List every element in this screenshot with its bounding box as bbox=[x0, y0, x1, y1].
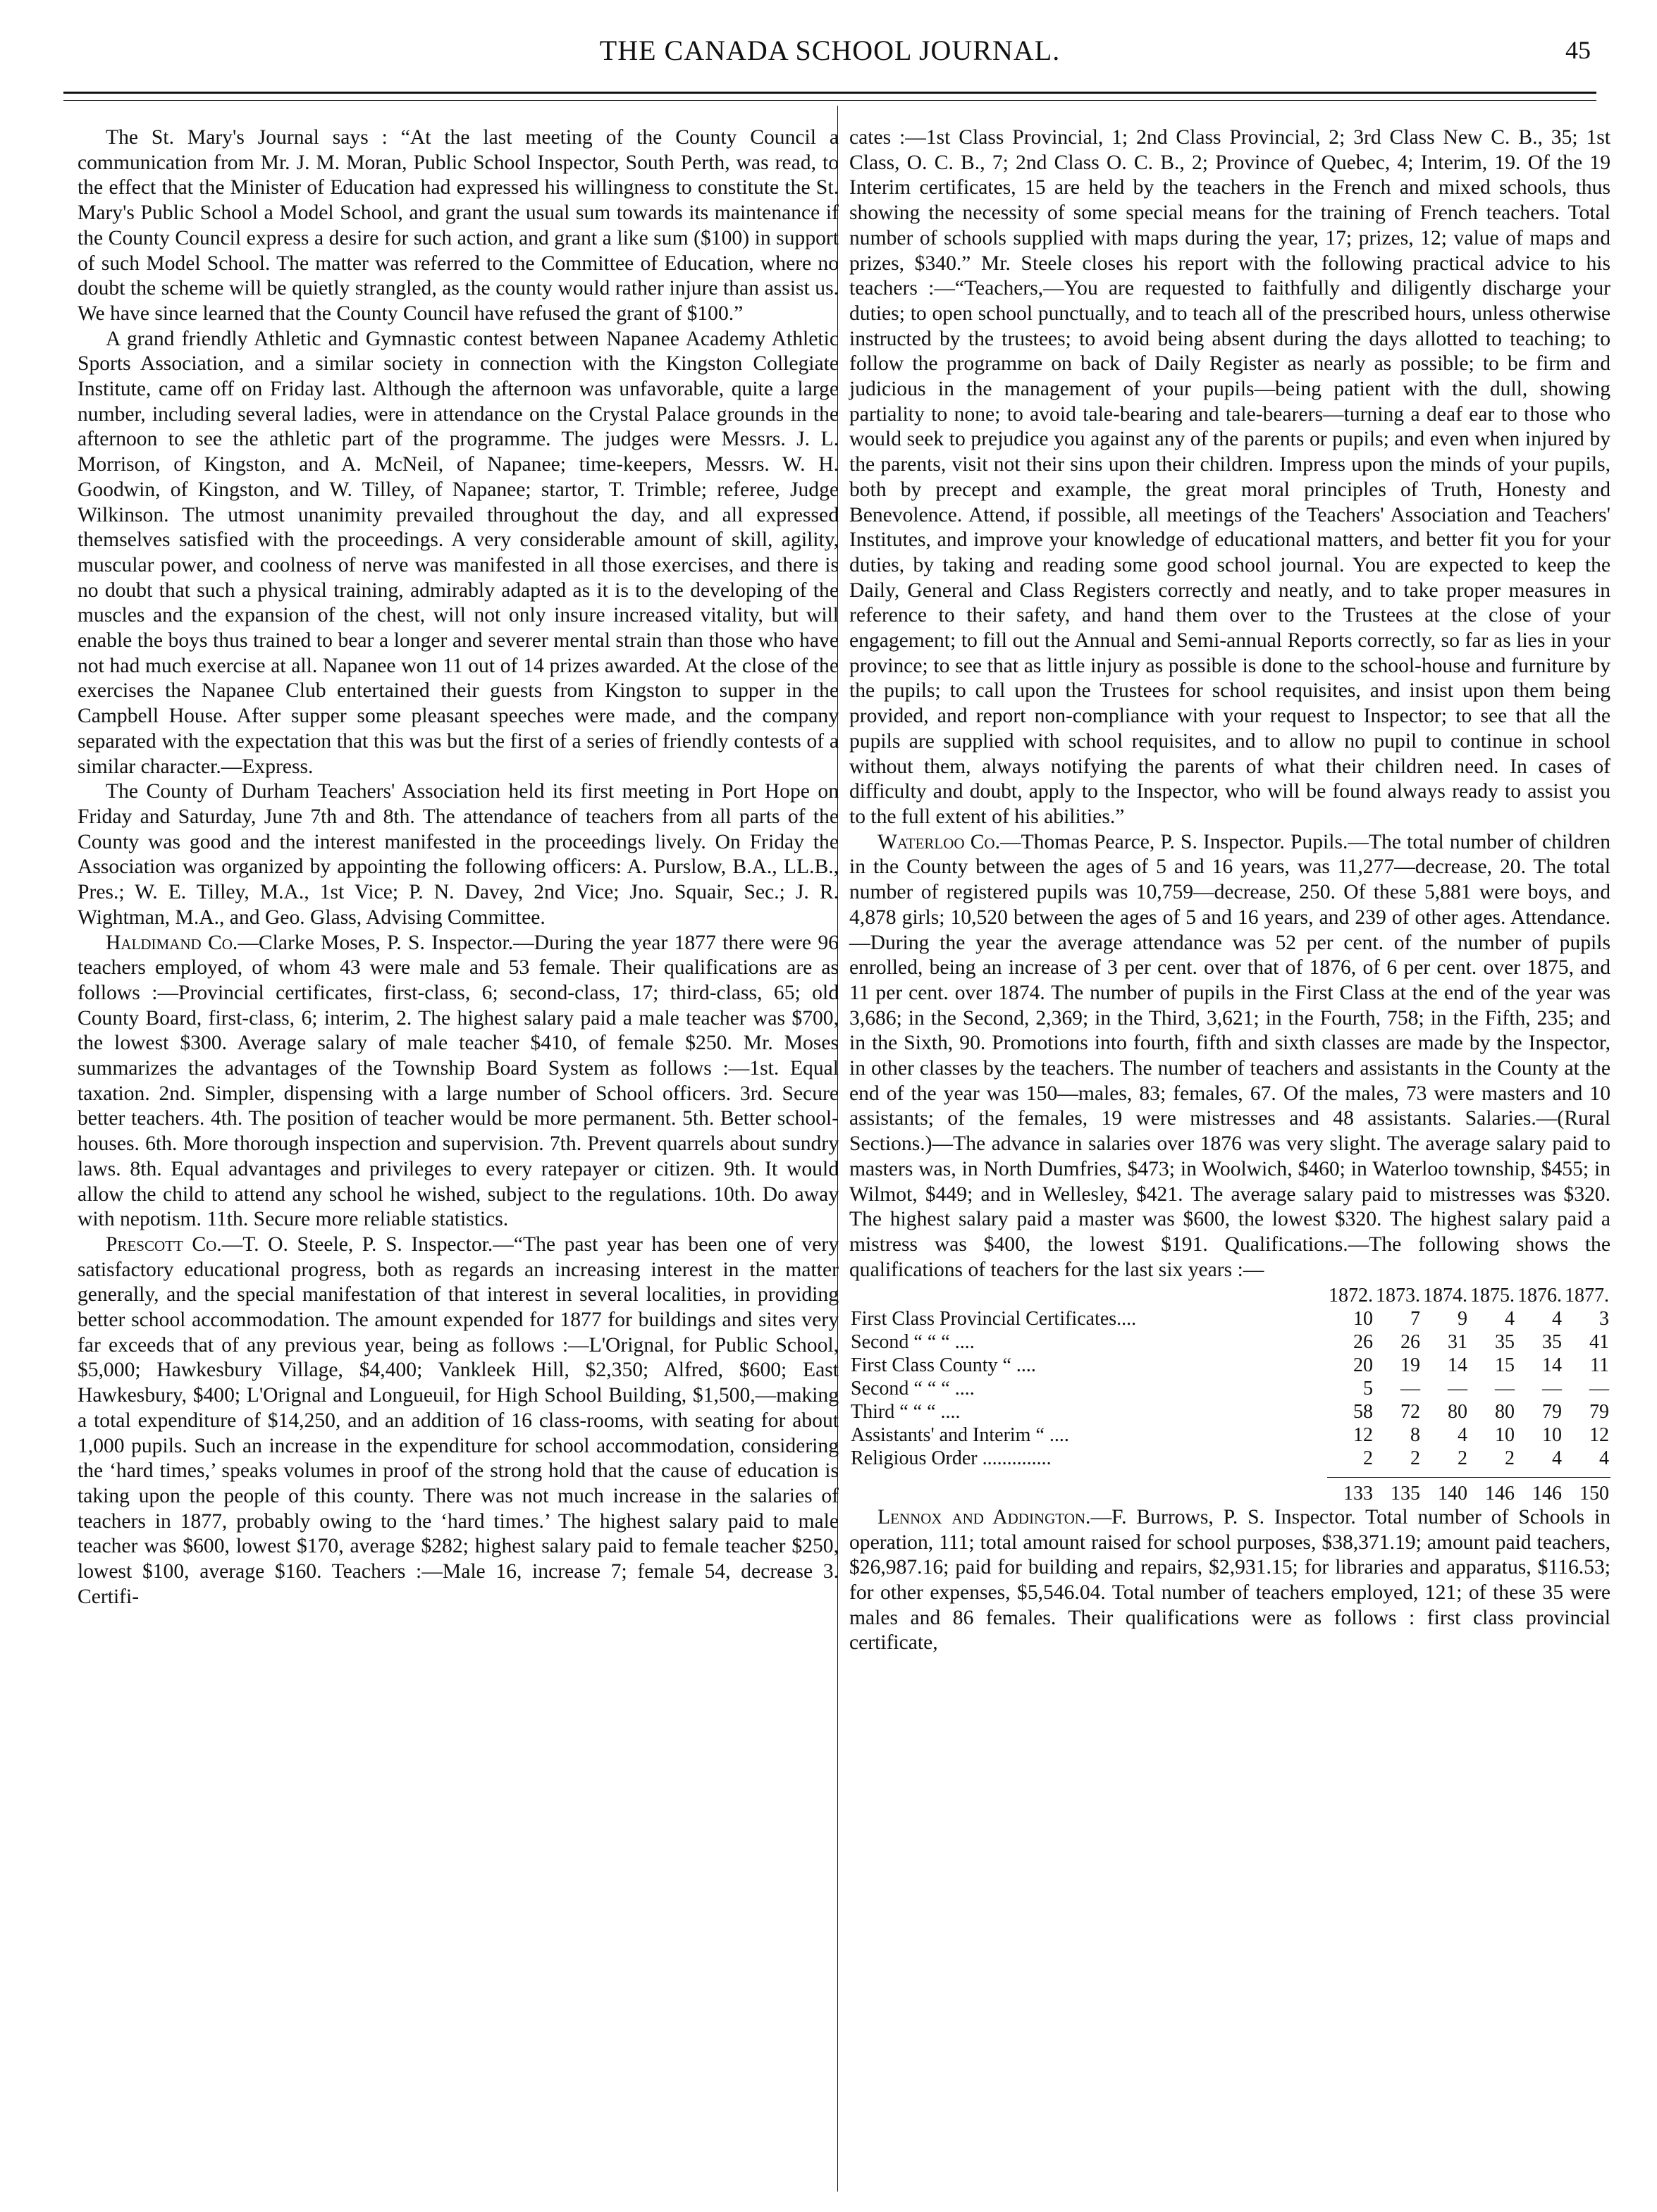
table-cell: 2 bbox=[1505, 1447, 1515, 1470]
table-total-cell: 133 bbox=[1327, 1477, 1374, 1505]
table-cell: 7 bbox=[1410, 1308, 1420, 1330]
table-row-label: Third “ “ “ .... bbox=[851, 1401, 961, 1423]
left-column bbox=[78, 125, 839, 1609]
table-cell: 5 bbox=[1363, 1378, 1373, 1400]
table-total-cell: 146 bbox=[1469, 1477, 1516, 1505]
table-year-header: 1876. bbox=[1517, 1285, 1562, 1307]
table-cell: — bbox=[1495, 1378, 1515, 1400]
table-cell: — bbox=[1448, 1378, 1467, 1400]
table-cell: 2 bbox=[1410, 1447, 1420, 1470]
table-cell: 2 bbox=[1458, 1447, 1467, 1470]
table-cell: 14 bbox=[1542, 1354, 1562, 1377]
article-paragraph bbox=[78, 931, 839, 1232]
qualifications-table bbox=[849, 1284, 1610, 1505]
table-cell: 12 bbox=[1589, 1424, 1609, 1447]
table-cell: 9 bbox=[1458, 1308, 1467, 1330]
table-cell: 26 bbox=[1353, 1331, 1373, 1354]
paragraph-text: —Thomas Pearce, P. S. Inspector. Pupils.—The total number of children in the County between the ages of 5 and 16 years, was 11,277—decrease, 20. The total number of registered pupils was 10,759—decrease, 250. Of these 5,881 were boys, and 4,878 girls; 10,520 between the ages of 5 and 16 years, and 239 of other ages. Attendance.—During the year the average attendance was 52 per cent. of the number of pupils enrolled, being an increase of 3 per cent. over that of 1876, of 6 per cent. over 1875, and 11 per cent. over 1874. The number of pupils in the First Class at the end of the year was 3,686; in the Second, 2,369; in the Third, 3,621; in the Fourth, 758; in the Fifth, 235; and in the Sixth, 90. Promotions into fourth, fifth and sixth classes are made by the Inspector, in other classes by the teachers. The number of teachers and assistants in the County at the end of the year was 150—males, 83; females, 67. Of the males, 73 were masters and 10 assistants; of the females, 19 were mistresses and 48 assistants. Salaries.—(Rural Sections.)—The advance in salaries over 1876 was very slight. The average salary paid to masters was, in North Dumfries, $473; in Woolwich, $460; in Waterloo township, $455; in Wilmot, $449; and in Wellesley, $421. The average salary paid to mistresses was $320. The highest salary paid a master was $600, the lowest $320. The highest salary paid a mistress was $400, the lowest $191. Qualifications.—The following shows the qualifications of teachers for the last six years :— bbox=[849, 830, 1610, 1281]
page-header bbox=[63, 34, 1596, 76]
table-total-label bbox=[849, 1477, 1327, 1505]
table-header-row bbox=[849, 1284, 1610, 1307]
table-total-cell: 135 bbox=[1374, 1477, 1422, 1505]
table-cell: 2 bbox=[1363, 1447, 1373, 1470]
table-cell: 19 bbox=[1400, 1354, 1420, 1377]
table-cell: 3 bbox=[1599, 1308, 1609, 1330]
table-total-cell: 150 bbox=[1563, 1477, 1610, 1505]
table-cell: — bbox=[1589, 1378, 1609, 1400]
paragraph-text: The St. Mary's Journal says : “At the last meeting of the County Council a communication from Mr. J. M. Moran, Public School Inspector, South Perth, was read, to the effect that the Minister of Education had expressed his willingness to constitute the St. Mary's Public School a Model School, and grant the usual sum towards its maintenance if the County Council express a desire for such action, and grant a like sum ($100) in support of such Model School. The matter was referred to the Committee of Education, where no doubt the scheme will be quietly strangled, as the county would rather injure than assist us. We have since learned that the County Council have refused the grant of $100.” bbox=[78, 126, 839, 325]
table-cell: 12 bbox=[1353, 1424, 1373, 1447]
header-rule bbox=[63, 92, 1596, 94]
section-lead: Prescott Co. bbox=[106, 1232, 222, 1256]
paragraph-text: The County of Durham Teachers' Association held its first meeting in Port Hope on Friday and Saturday, June 7th and 8th. The attendance of teachers from all parts of the County was good and the interest manifested in the proceedings lively. On Friday the Association was organized by appointing the following officers: A. Purslow, B.A., LL.B., Pres.; W. E. Tilley, M.A., 1st Vice; P. N. Davey, 2nd Vice; Jno. Squair, Sec.; J. R. Wightman, M.A., and Geo. Glass, Advising Committee. bbox=[78, 780, 839, 929]
table-cell: 4 bbox=[1552, 1447, 1562, 1470]
table-cell: 35 bbox=[1542, 1331, 1562, 1354]
paragraph-text: —F. Burrows, P. S. Inspector. Total number of Schools in operation, 111; total amount raised for school purposes, $38,371.19; amount paid teachers, $26,987.16; paid for building and repairs, $2,931.15; for libraries and apparatus, $116.53; for other expenses, $5,546.04. Total number of teachers employed, 121; of these 35 were males and 86 females. Their qualifications were as follows : first class provincial certificate, bbox=[849, 1505, 1610, 1655]
table-cell: 79 bbox=[1589, 1401, 1609, 1423]
table-cell: 10 bbox=[1542, 1424, 1562, 1447]
page-number: 45 bbox=[1565, 36, 1591, 64]
table-row bbox=[849, 1447, 1610, 1470]
table-row-label: Religious Order .............. bbox=[851, 1447, 1052, 1470]
table-cell: 35 bbox=[1495, 1331, 1515, 1354]
table-cell: 20 bbox=[1353, 1354, 1373, 1377]
table-spacer bbox=[849, 1470, 1610, 1477]
paragraph-text: cates :—1st Class Provincial, 1; 2nd Class Provincial, 2; 3rd Class New C. B., 35; 1st Class, O. C. B., 7; 2nd Class O. C. B., 2; Province of Quebec, 4; Interim, 19. Of the 19 Interim certificates, 15 are held by the teachers in the French and mixed schools, thus showing the necessity of some special means for the training of French teachers. Total number of schools supplied with maps during the year, 17; prizes, 12; value of maps and prizes, $340.” Mr. Steele closes his report with the following practical advice to his teachers :—“Teachers,—You are requested to faithfully and diligently discharge your duties; to open school punctually, and to teach all of the prescribed hours, unless otherwise instructed by the trustees; to avoid being absent during the days allotted to teaching; to follow the programme on back of Daily Register as nearly as possible; to be firm and judicious in the management of your pupils—being patient with the dull, showing partiality to none; to avoid tale-bearing and tale-bearers—turning a deaf ear to those who would seek to prejudice you against any of the parents or pupils; and even when injured by the parents, visit not their sins upon their children. Impress upon the minds of your pupils, both by precept and example, the great moral principles of Truth, Honesty and Benevolence. Attend, if possible, all meetings of the Teachers' Association and Teachers' Institutes, and improve your knowledge of educational matters, and better fit you for your duties, by taking and reading some good school journal. You are expected to keep the Daily, General and Class Registers correctly and neatly, and to take proper measures in reference to their safety, and hand them over to the Trustees at the close of your engagement; to fill out the Annual and Semi-annual Reports correctly, so far as lies in your province; to see that as little injury as possible is done to the school-house and furniture by the pupils; to call upon the Trustees for school requisites, and insist upon them being provided, and report non-compliance with your request to Inspector; to see that all the pupils are supplied with school requisites, and to allow no pupil to continue in school without them, always notifying the parents of what their children need. In cases of difficulty and doubt, apply to the Inspector, who will be found always ready to assist you to the full extent of his abilities.” bbox=[849, 126, 1610, 828]
table-year-header: 1873. bbox=[1376, 1285, 1420, 1307]
table-cell: 4 bbox=[1458, 1424, 1467, 1447]
table-row-label: First Class Provincial Certificates.... bbox=[851, 1308, 1137, 1330]
table-row-label: Second “ “ “ .... bbox=[851, 1331, 975, 1354]
table-cell: 8 bbox=[1410, 1424, 1420, 1447]
table-header-blank bbox=[849, 1284, 1327, 1307]
table-cell: — bbox=[1400, 1378, 1420, 1400]
table-cell: 14 bbox=[1448, 1354, 1467, 1377]
journal-title: THE CANADA SCHOOL JOURNAL. bbox=[599, 35, 1061, 66]
continued-paragraph bbox=[849, 125, 1610, 830]
paragraph-text: —T. O. Steele, P. S. Inspector.—“The past year has been one of very satisfactory educational progress, both as regards an increasing interest in the matter generally, and the special manifestation of that interest in several localities, in providing better school accommodation. The amount expended for 1877 for buildings and sites very far exceeds that of any previous year, being as follows :—L'Orignal, for Public School, $5,000; Hawkesbury Village, $4,400; Vankleek Hill, $2,350; Alfred, $600; East Hawkesbury, $400; L'Orignal and Longueuil, for High School Building, $1,500,—making a total expenditure of $14,250, and an addition of 16 class-rooms, with seating for about 1,000 pupils. Such an increase in the expenditure for school accommodation, considering the ‘hard times,’ speaks volumes in proof of the strong hold that the cause of education is taking upon the people of this county. There was not much increase in the salaries of teachers in 1877, probably owing to the ‘hard times.’ The highest salary paid to male teacher was $600, lowest $170, average $282; highest salary paid to female teacher $250, lowest $100, average $160. Teachers :—Male 16, increase 7; female 54, decrease 3. Certifi- bbox=[78, 1232, 839, 1608]
article-paragraph bbox=[849, 830, 1610, 1283]
table-row-label: First Class County “ .... bbox=[851, 1354, 1036, 1377]
table-cell: 4 bbox=[1552, 1308, 1562, 1330]
table-row bbox=[849, 1377, 1610, 1400]
table-total-row bbox=[849, 1477, 1610, 1505]
paragraph-text: A grand friendly Athletic and Gymnastic contest between Napanee Academy Athletic Sports Association, and a similar society in connection with the Kingston Collegiate Institute, came off on Friday last. Although the afternoon was unfavorable, quite a large number, including several ladies, were in attendance on the Crystal Palace grounds in the afternoon to see the athletic part of the programme. The judges were Messrs. J. L. Morrison, of Kingston, and A. McNeil, of Napanee; time-keepers, Messrs. W. H. Goodwin, of Kingston, and W. Tilley, of Napanee; startor, T. Trimble; referee, Judge Wilkinson. The utmost unanimity prevailed throughout the day, and all expressed themselves satisfied with the proceedings. A very considerable amount of skill, agility, muscular power, and coolness of nerve was manifested in all those exercises, and there is no doubt that such a physical training, admirably adapted as it is to the developing of the muscles and the expansion of the chest, will not only insure increased vitality, but will enable the boys thus trained to bear a longer and severer mental strain than those who have not had much exercise at all. Napanee won 11 out of 14 prizes awarded. At the close of the exercises the Napanee Club entertained their guests from Kingston to supper in the Campbell House. After supper some pleasant speeches were made, and the company separated with the expectation that this was but the first of a series of friendly contests of a similar character.—Express. bbox=[78, 327, 839, 778]
article-paragraph bbox=[78, 125, 839, 327]
table-cell: — bbox=[1542, 1378, 1562, 1400]
table-cell: 26 bbox=[1400, 1331, 1420, 1354]
table-cell: 10 bbox=[1495, 1424, 1515, 1447]
section-lead: Waterloo Co. bbox=[877, 830, 1000, 853]
section-lead: Lennox and Addington. bbox=[877, 1505, 1091, 1528]
table-row-label: Assistants' and Interim “ .... bbox=[851, 1424, 1069, 1447]
table-row bbox=[849, 1400, 1610, 1423]
table-cell: 80 bbox=[1495, 1401, 1515, 1423]
table-row bbox=[849, 1307, 1610, 1330]
table-cell: 79 bbox=[1542, 1401, 1562, 1423]
article-paragraph bbox=[849, 1505, 1610, 1656]
table-row bbox=[849, 1354, 1610, 1377]
table-row-label: Second “ “ “ .... bbox=[851, 1378, 975, 1400]
right-column bbox=[849, 125, 1610, 1656]
section-lead: Haldimand Co. bbox=[106, 931, 238, 954]
table-total-cell: 140 bbox=[1422, 1477, 1469, 1505]
table-cell: 11 bbox=[1590, 1354, 1609, 1377]
table-cell: 80 bbox=[1448, 1401, 1467, 1423]
table-cell: 15 bbox=[1495, 1354, 1515, 1377]
article-paragraph bbox=[78, 779, 839, 930]
table-cell: 58 bbox=[1353, 1401, 1373, 1423]
table-year-header: 1872. bbox=[1329, 1285, 1373, 1307]
table-cell: 31 bbox=[1448, 1331, 1467, 1354]
article-paragraph bbox=[78, 1232, 839, 1610]
table-year-header: 1875. bbox=[1470, 1285, 1515, 1307]
article-paragraph bbox=[78, 327, 839, 780]
table-row bbox=[849, 1330, 1610, 1354]
table-cell: 4 bbox=[1599, 1447, 1609, 1470]
table-cell: 4 bbox=[1505, 1308, 1515, 1330]
table-year-header: 1877. bbox=[1565, 1285, 1609, 1307]
table-year-header: 1874. bbox=[1423, 1285, 1467, 1307]
table-cell: 41 bbox=[1589, 1331, 1609, 1354]
table-cell: 72 bbox=[1400, 1401, 1420, 1423]
table-total-cell: 146 bbox=[1516, 1477, 1563, 1505]
table-cell: 10 bbox=[1353, 1308, 1373, 1330]
table-row bbox=[849, 1423, 1610, 1447]
paragraph-text: —Clarke Moses, P. S. Inspector.—During the year 1877 there were 96 teachers employed, of whom 43 were male and 53 female. Their qualifications are as follows :—Provincial certificates, first-class, 6; second-class, 17; third-class, 65; old County Board, first-class, 6; interim, 2. The highest salary paid a male teacher was $700, the lowest $300. Average salary of male teacher $410, of female $250. Mr. Moses summarizes the advantages of the Township Board System as follows :—1st. Equal taxation. 2nd. Simpler, dispensing with a large number of School officers. 3rd. Secure better teachers. 4th. The position of teacher would be more permanent. 5th. Better school-houses. 6th. More thorough inspection and supervision. 7th. Prevent quarrels about sundry laws. 8th. Equal advantages and privileges to every ratepayer or citizen. 9th. It would allow the child to attend any school he wished, subject to the regulations. 10th. Do away with nepotism. 11th. Secure more reliable statistics. bbox=[78, 931, 839, 1231]
header-rule-thin bbox=[63, 100, 1596, 101]
